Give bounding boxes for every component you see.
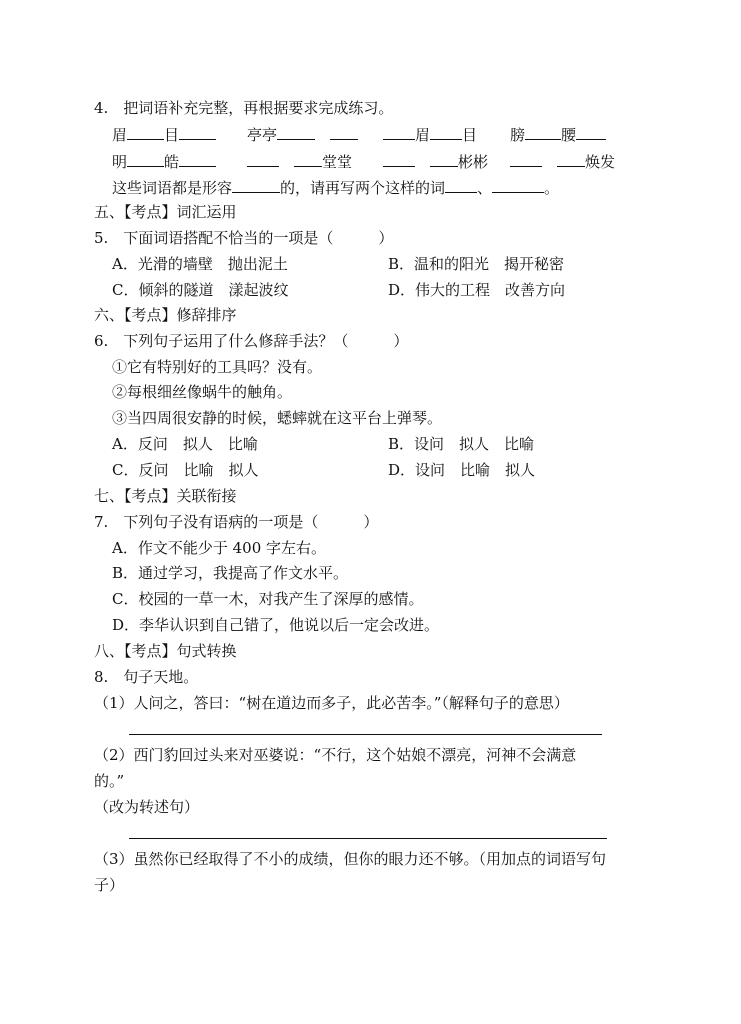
- q4-word: 堂堂: [322, 153, 353, 171]
- answer-line-2[interactable]: [129, 838, 607, 839]
- s5-option-b[interactable]: B．温和的阳光 揭开秘密: [388, 255, 565, 273]
- s8-part-2-line2: 的。”: [94, 772, 125, 790]
- blank[interactable]: [179, 125, 216, 140]
- q4-row2: [112, 152, 216, 171]
- s7-question: 7. 下列句子没有语病的一项是（ ）: [94, 513, 379, 531]
- q4-row1-item3: [383, 125, 477, 144]
- q4-word: 皓: [164, 153, 180, 171]
- blank[interactable]: [576, 125, 606, 140]
- q4-word: 明: [112, 153, 128, 171]
- s7-option-a[interactable]: A．作文不能少于 400 字左右。: [112, 539, 327, 557]
- blank[interactable]: [330, 125, 358, 140]
- blank[interactable]: [492, 178, 544, 193]
- s6-sentence-3: ③当四周很安静的时候，蟋蟀就在这平台上弹琴。: [112, 409, 443, 427]
- q4-note-c: 、: [477, 179, 493, 197]
- q4-word: 焕发: [585, 153, 616, 171]
- q4-title: 4. 把词语补充完整，再根据要求完成练习。: [94, 99, 394, 117]
- q4-row2-item2: [247, 152, 352, 171]
- q4-word: 亭亭: [247, 126, 278, 144]
- s8-part-2-instruction: （改为转述句）: [94, 798, 200, 816]
- blank[interactable]: [383, 125, 415, 140]
- q4-word: 彬彬: [458, 153, 489, 171]
- q4-word: 腰: [561, 126, 577, 144]
- s7-option-d[interactable]: D．李华认识到自己错了，他说以后一定会改进。: [112, 616, 440, 634]
- blank[interactable]: [247, 152, 279, 167]
- q4-word: 目: [164, 126, 180, 144]
- blank[interactable]: [127, 152, 164, 167]
- blank[interactable]: [557, 152, 585, 167]
- q4-row1-item4: [510, 125, 606, 144]
- answer-line-1[interactable]: [129, 734, 602, 735]
- s6-sentence-2: ②每根细丝像蜗牛的触角。: [112, 383, 293, 401]
- s8-part-2-line1: （2）西门豹回过头来对巫婆说：“不行，这个姑娘不漂亮，河神不会满意: [94, 746, 577, 764]
- blank[interactable]: [179, 152, 216, 167]
- q4-word: 膀: [510, 126, 526, 144]
- q4-row1: [112, 125, 216, 144]
- s8-heading: 八、【考点】句式转换: [94, 642, 237, 660]
- s7-heading: 七、【考点】关联衔接: [94, 487, 237, 505]
- s6-sentence-1: ①它有特别好的工具吗？没有。: [112, 358, 323, 376]
- q4-row2-item3: [383, 152, 488, 171]
- s7-option-c[interactable]: C．校园的一草一木，对我产生了深厚的感情。: [112, 590, 424, 608]
- s7-option-b[interactable]: B．通过学习，我提高了作文水平。: [112, 564, 349, 582]
- q4-row2-item4: [510, 152, 615, 171]
- s5-heading: 五、【考点】词汇运用: [94, 203, 237, 221]
- blank[interactable]: [294, 152, 322, 167]
- q4-word: 眉: [415, 126, 431, 144]
- blank[interactable]: [232, 178, 280, 193]
- q4-row1-item2: [247, 125, 358, 144]
- s5-question: 5. 下面词语搭配不恰当的一项是（ ）: [94, 229, 394, 247]
- blank[interactable]: [383, 152, 415, 167]
- s8-part-3-line2: 子）: [94, 876, 125, 894]
- q4-word: 目: [462, 126, 478, 144]
- q4-note-a: 这些词语都是形容: [112, 179, 233, 197]
- blank[interactable]: [430, 152, 458, 167]
- s8-question: 8. 句子天地。: [94, 668, 199, 686]
- s5-option-c[interactable]: C．倾斜的隧道 漾起波纹: [112, 281, 289, 299]
- s6-option-c[interactable]: C．反问 比喻 拟人: [112, 461, 259, 479]
- s5-option-a[interactable]: A．光滑的墙壁 抛出泥土: [112, 255, 288, 273]
- s8-part-1: （1）人问之，答曰：“树在道边而多子，此必苦李。”（解释句子的意思）: [94, 694, 569, 712]
- q4-word: 眉: [112, 126, 128, 144]
- blank[interactable]: [127, 125, 164, 140]
- blank[interactable]: [430, 125, 462, 140]
- blank[interactable]: [277, 125, 315, 140]
- q4-note-d: 。: [544, 179, 560, 197]
- s6-option-b[interactable]: B．设问 拟人 比喻: [388, 435, 535, 453]
- q4-note: [112, 178, 559, 197]
- s5-option-d[interactable]: D．伟大的工程 改善方向: [388, 281, 566, 299]
- s8-part-3-line1: （3）虽然你已经取得了不小的成绩，但你的眼力还不够。（用加点的词语写句: [94, 850, 607, 868]
- blank[interactable]: [445, 178, 477, 193]
- q4-note-b: 的，请再写两个这样的词: [280, 179, 446, 197]
- blank[interactable]: [525, 125, 561, 140]
- s6-option-a[interactable]: A．反问 拟人 比喻: [112, 435, 258, 453]
- s6-question: 6. 下列句子运用了什么修辞手法？（ ）: [94, 332, 409, 350]
- s6-heading: 六、【考点】修辞排序: [94, 306, 237, 324]
- s6-option-d[interactable]: D．设问 比喻 拟人: [388, 461, 536, 479]
- blank[interactable]: [510, 152, 542, 167]
